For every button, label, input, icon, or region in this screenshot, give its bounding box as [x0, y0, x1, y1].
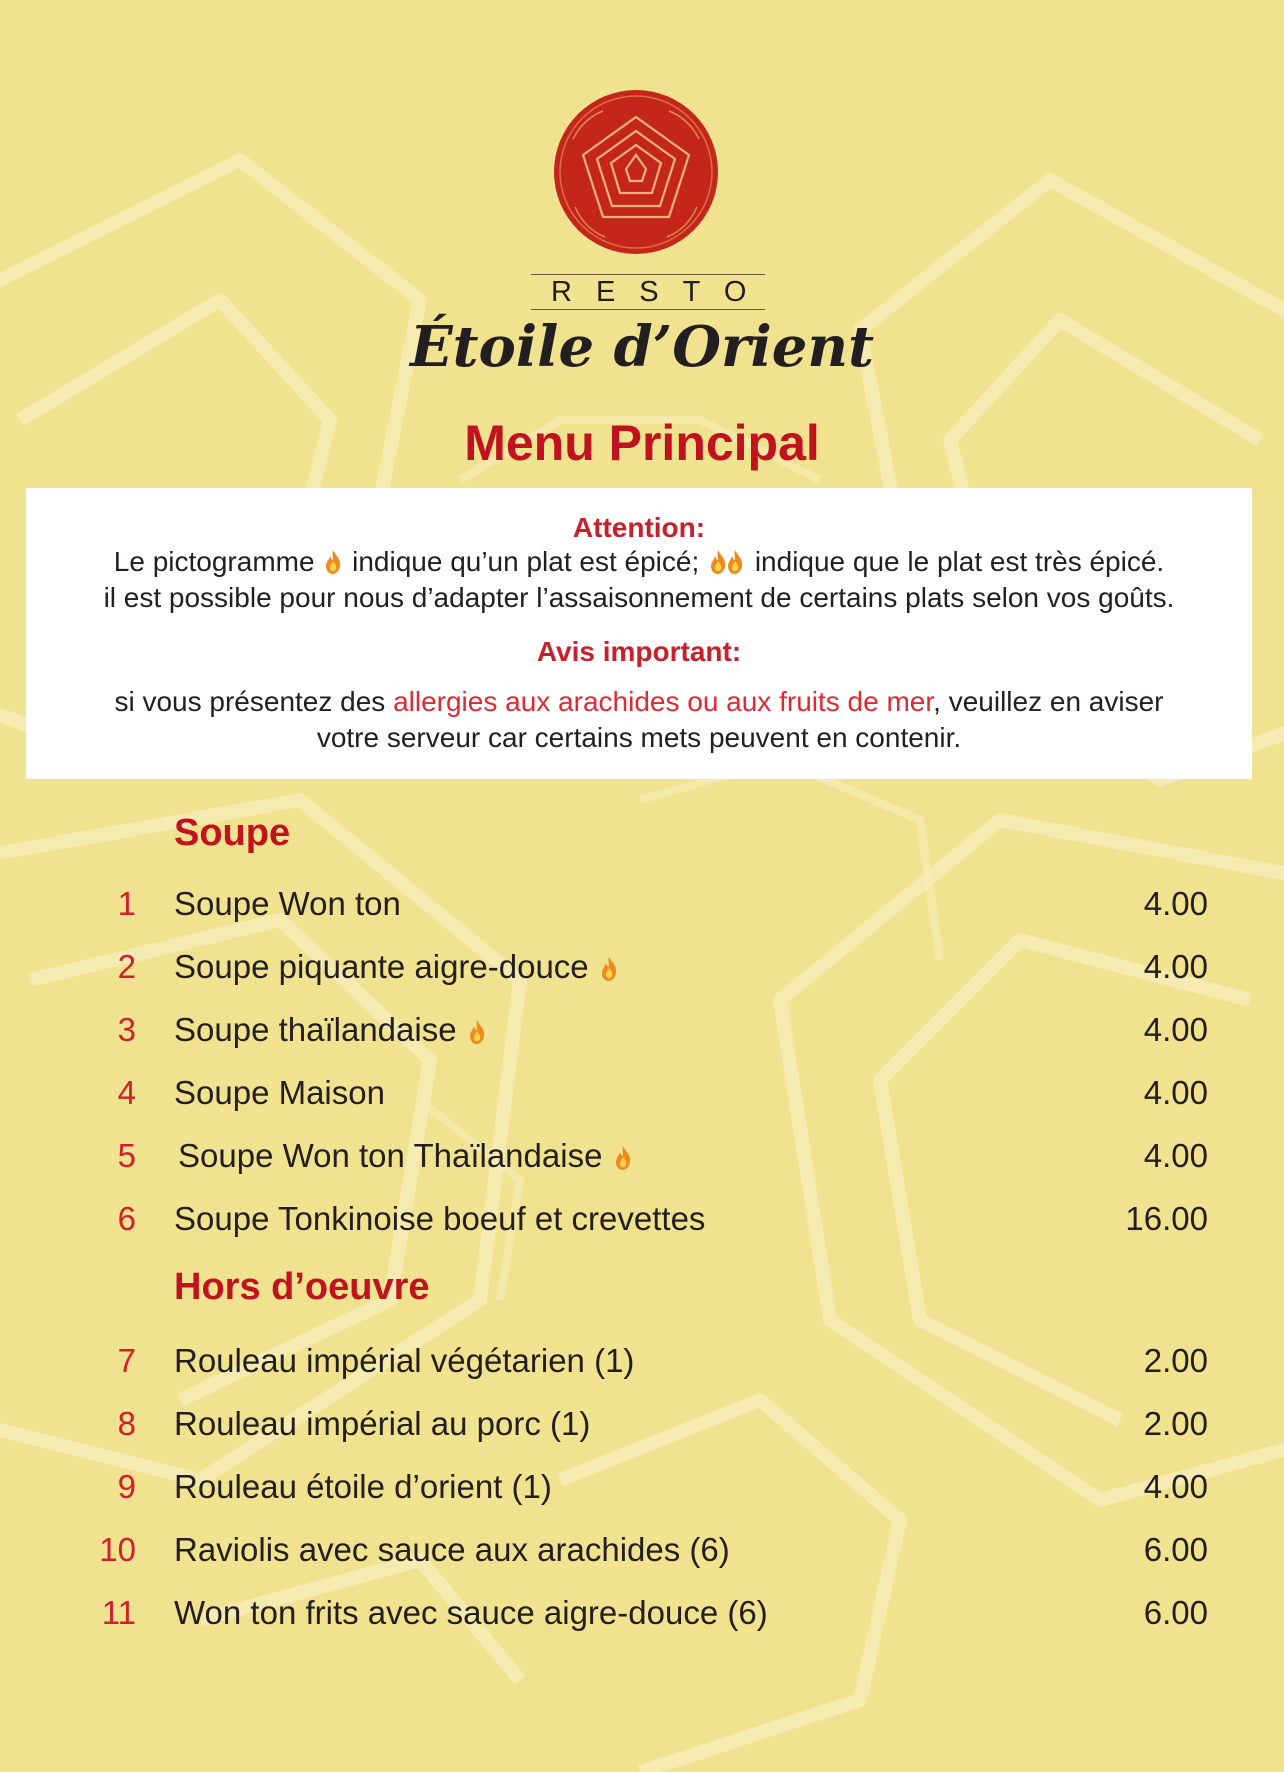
- menu-item: [0, 948, 1284, 994]
- section-title-soupe: Soupe: [174, 812, 291, 854]
- item-name: Soupe Won ton: [174, 885, 401, 922]
- item-name: Won ton frits avec sauce aigre-douce (6): [174, 1594, 768, 1631]
- menu-item: [0, 1468, 1284, 1514]
- item-name: Soupe Maison: [174, 1074, 385, 1111]
- item-number: 7: [117, 1342, 136, 1379]
- item-price: 4.00: [1143, 1011, 1208, 1048]
- flame-icon: [468, 1019, 486, 1045]
- item-price: 6.00: [1143, 1594, 1208, 1631]
- brand-divider-top: [531, 274, 765, 275]
- flame-icon: [614, 1145, 632, 1171]
- item-number: 11: [101, 1594, 136, 1631]
- item-price: 4.00: [1143, 948, 1208, 985]
- attention-heading: Attention:: [572, 512, 706, 543]
- legend-text-3: indique que le plat est très épicé.: [754, 546, 1165, 577]
- item-number: 8: [117, 1405, 136, 1442]
- item-name: Soupe thaïlandaise: [174, 1011, 457, 1048]
- item-price: 16.00: [1125, 1200, 1208, 1237]
- allergy-warning-line: [26, 686, 1252, 718]
- allergy-highlight: allergies aux arachides ou aux fruits de mer: [393, 686, 934, 717]
- item-number: 9: [117, 1468, 136, 1505]
- menu-item: [0, 1594, 1284, 1640]
- item-name: Soupe Tonkinoise boeuf et crevettes: [174, 1200, 706, 1237]
- notice-box: [26, 488, 1252, 779]
- item-price: 2.00: [1143, 1405, 1208, 1442]
- menu-item: [0, 1405, 1284, 1451]
- restaurant-logo-seal: [553, 89, 719, 255]
- item-number: 4: [117, 1074, 136, 1111]
- important-heading: Avis important:: [536, 636, 742, 667]
- allergy-text-1: si vous présentez des: [114, 686, 386, 717]
- double-flame-icon: [709, 549, 745, 575]
- legend-text-2: indique qu’un plat est épicé;: [352, 546, 700, 577]
- item-number: 2: [117, 948, 136, 985]
- item-name-wrap: [174, 948, 620, 986]
- item-name-wrap: [178, 1137, 634, 1175]
- item-name: Soupe piquante aigre-douce: [174, 948, 589, 985]
- item-price: 4.00: [1143, 885, 1208, 922]
- menu-item: [0, 1074, 1284, 1120]
- item-number: 6: [117, 1200, 136, 1237]
- menu-item: [0, 1011, 1284, 1057]
- item-price: 4.00: [1143, 1074, 1208, 1111]
- spicy-legend-line: [26, 546, 1252, 578]
- restaurant-name: Étoile d’Orient: [410, 314, 874, 380]
- brand-resto-label: RESTO: [551, 276, 771, 308]
- item-name: Rouleau impérial au porc (1): [174, 1405, 591, 1442]
- menu-item: [0, 1137, 1284, 1183]
- item-number: 1: [117, 885, 136, 922]
- brand-divider-bottom: [531, 309, 765, 310]
- item-name: Rouleau étoile d’orient (1): [174, 1468, 552, 1505]
- item-number: 3: [117, 1011, 136, 1048]
- section-title-hors-doeuvre: Hors d’oeuvre: [174, 1266, 430, 1308]
- menu-title: Menu Principal: [464, 415, 820, 471]
- item-name: Rouleau impérial végétarien (1): [174, 1342, 635, 1379]
- item-name: Raviolis avec sauce aux arachides (6): [174, 1531, 730, 1568]
- flame-icon: [600, 956, 618, 982]
- item-number: 10: [99, 1531, 136, 1568]
- item-name: Soupe Won ton Thaïlandaise: [178, 1137, 603, 1174]
- allergy-text-2: , veuillez en aviser: [933, 686, 1164, 717]
- item-price: 4.00: [1143, 1137, 1208, 1174]
- allergy-warning-line-2: votre serveur car certains mets peuvent en contenir.: [316, 722, 962, 753]
- item-price: 4.00: [1143, 1468, 1208, 1505]
- item-price: 6.00: [1143, 1531, 1208, 1568]
- legend-text-1: Le pictogramme: [113, 546, 315, 577]
- seasoning-note: il est possible pour nous d’adapter l’assaisonnement de certains plats selon vos goûts.: [103, 582, 1175, 613]
- menu-item: [0, 1342, 1284, 1388]
- menu-item: [0, 1531, 1284, 1577]
- item-price: 2.00: [1143, 1342, 1208, 1379]
- item-name-wrap: [174, 1011, 488, 1049]
- item-number: 5: [117, 1137, 136, 1174]
- flame-icon: [324, 549, 342, 575]
- menu-item: [0, 885, 1284, 931]
- menu-item: [0, 1200, 1284, 1246]
